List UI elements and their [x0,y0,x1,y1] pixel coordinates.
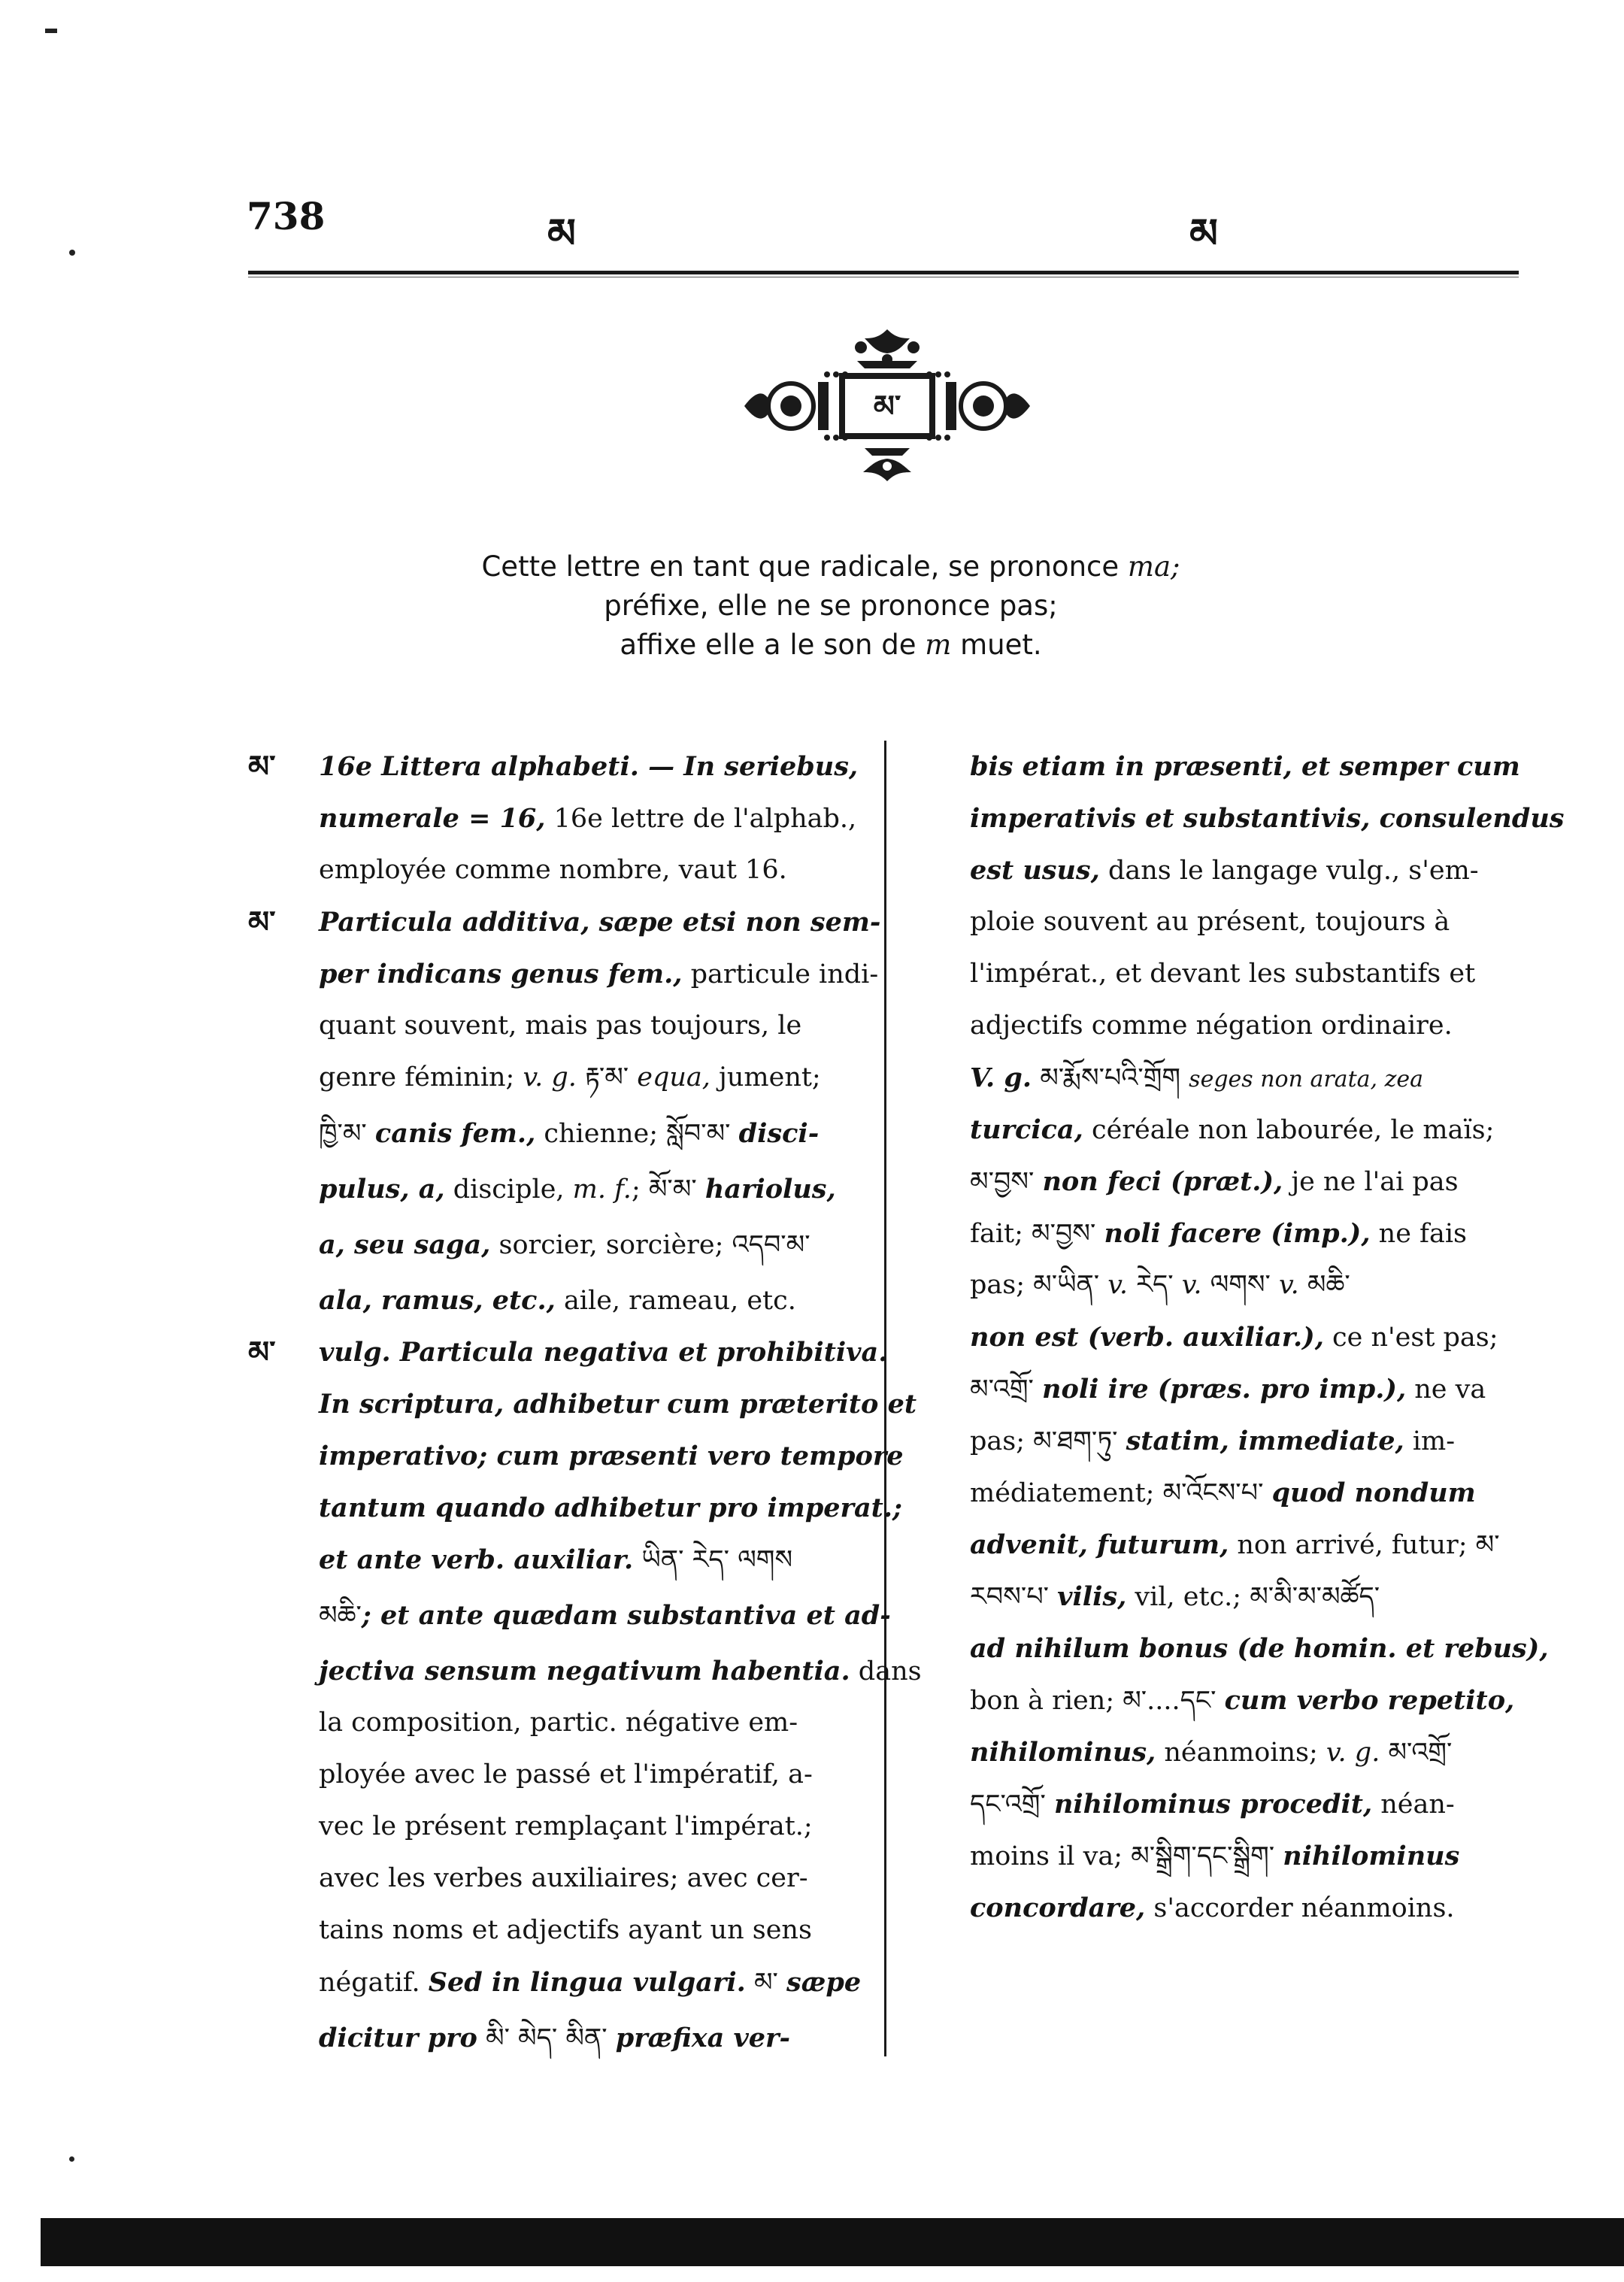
scan-dot [69,2156,74,2162]
entry-line: tains noms et adjectifs ayant un sens [319,1915,812,1945]
entry-line: médiatement; མ་འོངས་པ་ quod nondum [970,1477,1476,1508]
entry-line: nihilominus, néanmoins; v. g. མ་འགྲོ་ [970,1737,1453,1768]
entry-line: རབས་པ་ vilis, vil, etc.; མ་མི་མ་མཚོད་ [970,1581,1380,1612]
intro-line1: Cette lettre en tant que radicale, se prononce [481,550,1128,583]
entry-line: l'impérat., et devant les substantifs et [970,959,1476,989]
running-head-right: མ [1189,209,1218,257]
entry-line: négatif. Sed in lingua vulgari. མ་ sæpe [319,1967,862,1998]
intro-line3-italic: m [925,629,952,661]
scan-bottom-band [41,2218,1624,2266]
headword: མ་ [248,749,276,784]
dictionary-entry [248,1326,922,2068]
entry-line: numerale = 16, 16e lettre de l'alphab., [319,803,857,834]
entry-line: jectiva sensum negativum habentia. dans [319,1656,922,1686]
entry-line: V. g. མ་རྨོས་པའི་གྲོག seges non arata, zea [970,1062,1424,1093]
left-column [248,741,922,2068]
entry-line: employée comme nombre, vaut 16. [319,855,787,885]
entry-line: non est (verb. auxiliar.), ce n'est pas; [970,1322,1498,1353]
entry-line: pulus, a, disciple, m. f.; མོ་མ་ hariolus, [319,1174,836,1205]
dictionary-entry [248,896,887,1326]
entry-line: fait; མ་བྱས་ noli facere (imp.), ne fais [970,1218,1468,1249]
entry-line: Particula additiva, sæpe etsi non sem- [319,907,881,938]
entry-line: est usus, dans le langage vulg., s'em- [970,855,1479,886]
entry-line: concordare, s'accorder néanmoins. [970,1893,1455,1923]
entry-line: ploie souvent au présent, toujours à [970,907,1450,937]
entry-line: ཁྱི་མ་ canis fem., chienne; སློབ་མ་ disci- [319,1118,820,1149]
entry-line: ad nihilum bonus (de homin. et rebus), [970,1633,1549,1664]
entry-line: advenit, futurum, non arrivé, futur; མ་ [970,1529,1500,1560]
entry-line: vulg. Particula negativa et prohibitiva. [319,1337,888,1368]
entry-line: dicitur pro མི་ མེད་ མིན་ præfixa ver- [319,2023,791,2053]
entry-line: 16e Littera alphabeti. — In seriebus, [319,751,859,782]
entry-line: per indicans genus fem., particule indi- [319,959,879,989]
entry-line: tantum quando adhibetur pro imperat.; [319,1493,902,1523]
entry-line: pas; མ་ཐག་ཏུ་ statim, immediate, im- [970,1426,1456,1456]
entry-line: moins il va; མ་སྒྲིག་དང་སྒྲིག་ nihilominus [970,1841,1460,1871]
entry-line: ployée avec le passé et l'impératif, a- [319,1759,813,1790]
dictionary-entry [248,741,887,896]
entry-line: In scriptura, adhibetur cum præterito et [319,1389,917,1420]
entry-line: མ་འགྲོ་ noli ire (præs. pro imp.), ne va [970,1374,1486,1405]
entry-line: དང་འགྲོ་ nihilominus procedit, néan- [970,1789,1455,1820]
scan-dot [69,250,75,256]
intro-line2: préfixe, elle ne se prononce pas; [604,589,1058,622]
entry-line: imperativo; cum præsenti vero tempore [319,1441,904,1471]
entry-line: turcica, céréale non labourée, le maïs; [970,1114,1495,1145]
entry-line: a, seu saga, sorcier, sorcière; འདབ་མ་ [319,1229,810,1260]
entry-line: མཆི་; et ante quædam substantiva et ad- [319,1600,891,1631]
entry-line: ala, ramus, etc., aile, rameau, etc. [319,1285,796,1316]
entry-line: et ante verb. auxiliar. ཡིན་ རེད་ ལགས [319,1544,793,1575]
entry-line: pas; མ་ཡིན་ v. རེད་ v. ལགས་ v. མཆི་ [970,1270,1350,1300]
entry-line: vec le présent remplaçant l'impérat.; [319,1811,813,1841]
entry-line: imperativis et substantivis, consulendus [970,803,1565,834]
entry-line: bis etiam in præsenti, et semper cum [970,751,1520,782]
ornament-vignette [729,316,1045,496]
entry-line: bon à rien; མ་....དང་ cum verbo repetito, [970,1685,1515,1716]
headword: མ་ [248,1335,276,1370]
entry-line: la composition, partic. négative em- [319,1708,798,1738]
entry-line: adjectifs comme négation ordinaire. [970,1011,1453,1041]
intro-line3-end: muet. [951,629,1042,661]
ornament-glyph: མ་ [873,389,901,424]
right-column [970,741,1565,1934]
entry-line: genre féminin; v. g. རྟ་མ་ equa, jument; [319,1062,821,1093]
intro-line1-italic: ma; [1127,550,1180,583]
header-rule [248,271,1519,274]
entry-line: མ་བྱས་ non feci (præt.), je ne l'ai pas [970,1166,1459,1197]
intro-paragraph [361,547,1301,665]
headword: མ་ [248,905,276,940]
intro-line3: affixe elle a le son de [620,629,926,661]
page-number: 738 [247,194,326,238]
entry-line: avec les verbes auxiliaires; avec cer- [319,1863,808,1893]
running-head-left: མ [547,209,576,257]
entry-line: quant souvent, mais pas toujours, le [319,1011,802,1041]
scan-mark [45,29,57,33]
